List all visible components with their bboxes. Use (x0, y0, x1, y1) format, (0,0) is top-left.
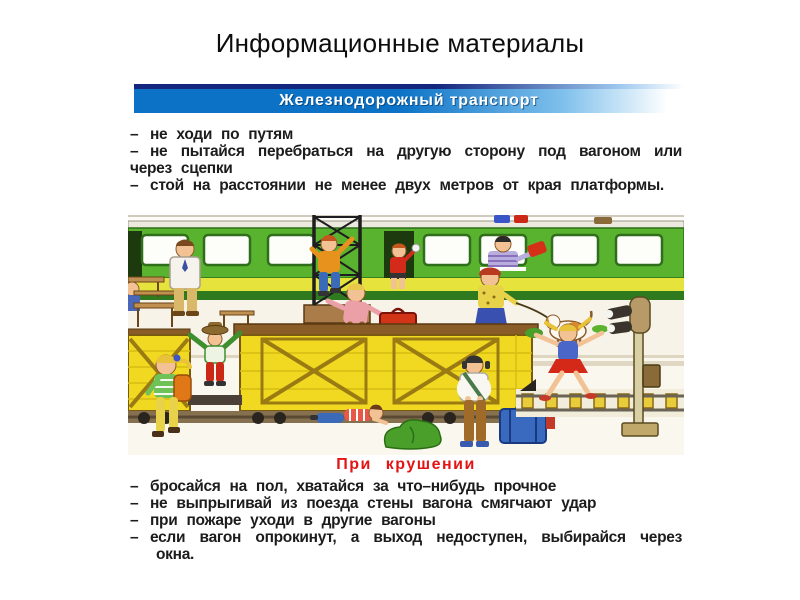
rule-text: при пожаре уходи в другие вагоны (150, 512, 436, 529)
list-item (130, 126, 682, 143)
railway-safety-illustration (128, 215, 684, 455)
slide-title: Информационные материалы (215, 28, 585, 58)
rule-text: не пытайся перебраться на другую сторону под вагоном или через сцепки (130, 143, 682, 177)
bullet-dash: – (130, 177, 139, 194)
roof-luggage-blue (494, 215, 510, 223)
roof-luggage-brown (594, 217, 612, 224)
list-item (130, 495, 682, 512)
list-item (130, 143, 682, 177)
list-item (130, 529, 682, 563)
rule-text: не выпрыгивай из поезда стены вагона смягчают удар (150, 495, 597, 512)
rule-text: не ходи по путям (150, 126, 294, 143)
safety-poster (128, 84, 684, 598)
list-item (130, 512, 682, 529)
poster-header (134, 89, 684, 113)
freight-wagon-right (234, 324, 538, 411)
bullet-dash: – (130, 529, 139, 546)
crash-heading: При крушении (336, 456, 476, 473)
bullet-dash: – (130, 126, 139, 143)
bullet-dash: – (130, 143, 139, 160)
list-item (130, 478, 682, 495)
list-item (130, 177, 682, 194)
bullet-dash: – (130, 478, 139, 495)
poster-header-title: Железнодорожный транспорт (279, 92, 539, 109)
rule-text: бросайся на пол, хватайся за что–нибудь прочное (150, 478, 557, 495)
rules-bottom-list (130, 478, 682, 563)
rules-top-list (130, 126, 682, 194)
roof-luggage-red (514, 215, 528, 223)
rule-text: если вагон опрокинут, а выход недоступен, выбирайся через окна. (150, 529, 682, 563)
rule-text: стой на расстоянии не менее двух метров от края платформы. (150, 177, 664, 194)
bullet-dash: – (130, 512, 139, 529)
bullet-dash: – (130, 495, 139, 512)
